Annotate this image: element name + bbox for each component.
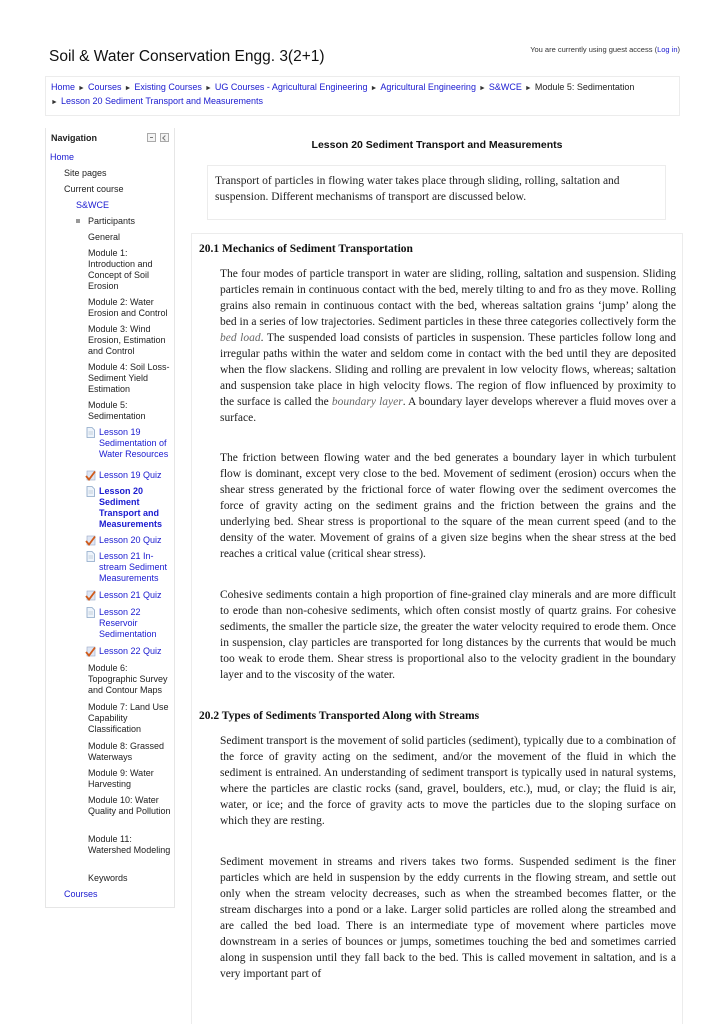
page-icon — [85, 427, 96, 438]
paragraph: Sediment transport is the movement of solid particles (sediment), typically due to a combination of the force of gravity acting on the sediment, and/or the movement of the fluid in which the sediment is entrained. An understanding of sediment transport is typically used in natural systems, where the particles are clastic rocks (sand, gravel, boulders, etc.), mud, or clay; the fluid is air, water, or ice; and the force of gravity acts to move the particles due to the sloping surface on which they are resting. — [220, 735, 676, 827]
page-icon — [85, 486, 96, 497]
breadcrumb-separator: ► — [51, 99, 58, 106]
nav-item-lesson-20[interactable] — [99, 486, 175, 530]
login-info — [530, 45, 680, 54]
breadcrumb-home[interactable]: Home — [51, 82, 76, 92]
nav-item-label: Lesson 20 Sediment Transport and Measurements — [99, 486, 163, 529]
nav-item-module-7[interactable]: Module 7: Land Use Capability Classification — [88, 702, 169, 734]
dock-icon[interactable] — [160, 133, 169, 142]
paragraph-text: . A boundary layer develops wherever a fluid moves over a surface. — [220, 396, 677, 424]
nav-item-label: Lesson 22 Reservoir Sedimentation — [99, 607, 157, 639]
nav-item-module-10[interactable]: Module 10: Water Quality and Pollution — [88, 795, 171, 816]
bullet-icon — [76, 219, 80, 223]
nav-item-module-2[interactable]: Module 2: Water Erosion and Control — [88, 297, 168, 318]
nav-item-general[interactable]: General — [88, 232, 121, 242]
nav-item-label: Lesson 21 Quiz — [99, 590, 162, 600]
lesson-intro: Transport of particles in flowing water takes place through sliding, rolling, saltation and suspension. Different mechanisms of transport are discussed below. — [207, 165, 666, 220]
nav-item-label: Lesson 22 Quiz — [99, 646, 162, 656]
paragraph-text: . The suspended load consists of particles in suspension. These particles follow long and irregular paths within the water and seldom come in contact with the bed until they are deposited when the flow slackens. Sliding and rolling are prevalent in low velocity flows, whereas; saltation and suspension take place in high velocity flows. The region of flow influenced by proximity to the surface is called the — [220, 332, 676, 408]
navigation-title: Navigation — [51, 133, 98, 143]
breadcrumb-separator: ► — [370, 85, 378, 92]
nav-item-module-6[interactable]: Module 6: Topographic Survey and Contour Maps — [88, 663, 168, 695]
breadcrumb-module-5: Module 5: Sedimentation — [534, 82, 635, 92]
nav-item-module-1[interactable]: Module 1: Introduction and Concept of Soil Erosion — [88, 248, 153, 291]
nav-item-lesson-19-quiz[interactable] — [99, 470, 175, 481]
nav-item-module-4[interactable]: Module 4: Soil Loss- Sediment Yield Estimation — [88, 362, 170, 394]
nav-item-label: Participants — [88, 216, 136, 226]
nav-item-lesson-22-quiz[interactable] — [99, 646, 175, 657]
nav-item-module-8[interactable]: Module 8: Grassed Waterways — [88, 741, 165, 762]
login-suffix: ) — [677, 45, 680, 54]
page-icon — [85, 607, 96, 618]
minus-icon[interactable] — [147, 133, 156, 142]
navigation-block — [45, 128, 175, 908]
navigation-header — [46, 128, 174, 150]
quiz-icon — [85, 470, 96, 481]
term-bed-load: bed load — [220, 332, 261, 344]
page-icon — [85, 551, 96, 562]
paragraph — [220, 266, 676, 426]
breadcrumb-lesson-20[interactable]: Lesson 20 Sediment Transport and Measurements — [60, 96, 264, 106]
paragraph: Sediment movement in streams and rivers takes two forms. Suspended sediment is the finer particles which are held in suspension by the eddy currents in the flowing stream, and settle out only when the stream velocity decreases, such as when the streambed becomes flatter, or the stream discharges into a pond or a lake. Larger solid particles are rolled along the streambed and are called the bed load. There is an intermediate type of movement where particles move downstream in a series of bounces or jumps, sometimes touching the bed and sometimes carried along in suspension until they fall back to the bed. This is called movement in saltation, and is a very important part of — [220, 856, 676, 980]
nav-item-label: Lesson 19 Sedimentation of Water Resources — [99, 427, 169, 459]
nav-item-label: Lesson 20 Quiz — [99, 535, 162, 545]
login-link[interactable]: Log in — [657, 45, 678, 54]
paragraph: Cohesive sediments contain a high proportion of fine-grained clay minerals and are more difficult to erode than non-cohesive sediments, which often consist mostly of quartz grains. For cohesive sediments, the smaller the particle size, the greater the water velocity required to erode them. Once in suspension, clay particles are transported for long distances by the currents that would be much too weak to erode them. Shear stress is proportional also to the velocity gradient in the boundary layer and to the viscosity of the water. — [220, 589, 676, 681]
quiz-icon — [85, 535, 96, 546]
nav-item-lesson-20-quiz[interactable] — [99, 535, 175, 546]
breadcrumb-swce[interactable]: S&WCE — [488, 82, 522, 92]
section-heading: 20.2 Types of Sediments Transported Along with Streams — [199, 710, 480, 722]
section-heading: 20.1 Mechanics of Sediment Transportation — [199, 243, 413, 255]
quiz-icon — [85, 590, 96, 601]
nav-item-module-11[interactable]: Module 11: Watershed Modeling — [88, 834, 171, 855]
breadcrumb-agricultural-engineering[interactable]: Agricultural Engineering — [380, 82, 476, 92]
nav-item-label: Lesson 19 Quiz — [99, 470, 162, 480]
paragraph-text: The four modes of particle transport in water are sliding, rolling, saltation and suspension. Sliding particles remain in continuous contact with the bed, merely tilting to and fro as they move. Rolling grains also remain in continuous contact with the bed, whereas saltation grains ‘jump’ along the bed in a series of low trajectories. Sediment particles in these three categories collectively form the — [220, 268, 676, 328]
nav-item-courses[interactable]: Courses — [64, 889, 98, 899]
breadcrumb-separator: ► — [78, 85, 85, 92]
quiz-icon — [85, 646, 96, 657]
nav-item-label: Lesson 21 In-stream Sediment Measurements — [99, 551, 168, 583]
term-boundary-layer: boundary layer — [331, 396, 403, 408]
nav-item-home[interactable]: Home — [50, 152, 75, 162]
breadcrumb-separator: ► — [124, 85, 132, 92]
breadcrumb-separator: ► — [478, 85, 486, 92]
nav-item-lesson-21-quiz[interactable] — [99, 590, 175, 601]
paragraph: The friction between flowing water and the bed generates a boundary layer in which turbulent flow is dominant, except very close to the bed. Movement of sediment (erosion) occurs when the shear stress generated by the frictional force of water flowing over the sediment overcomes the force of gravity acting on the sediment grains and the friction between the grains and the underlying bed. Shear stress is proportional to the square of the mean current speed (and to the density of the water. Movement of grains of a given size begins when the shear stress at the bed reaches a critical value (critical shear stress). — [220, 452, 676, 560]
breadcrumb-existing-courses[interactable]: Existing Courses — [134, 82, 202, 92]
breadcrumb-ug-courses[interactable]: UG Courses - Agricultural Engineering — [214, 82, 368, 92]
breadcrumb-separator: ► — [524, 85, 532, 92]
nav-item-current-course[interactable]: Current course — [64, 184, 124, 194]
nav-item-module-3[interactable]: Module 3: Wind Erosion, Estimation and Control — [88, 324, 166, 356]
breadcrumb-separator: ► — [204, 85, 212, 92]
lesson-title: Lesson 20 Sediment Transport and Measurements — [311, 139, 563, 151]
nav-item-lesson-22[interactable] — [99, 607, 175, 640]
nav-item-participants[interactable] — [88, 216, 174, 227]
breadcrumb-courses[interactable]: Courses — [87, 82, 122, 92]
nav-item-module-5[interactable]: Module 5: Sedimentation — [88, 400, 146, 421]
nav-item-module-9[interactable]: Module 9: Water Harvesting — [88, 768, 154, 789]
page-title: Soil & Water Conservation Engg. 3(2+1) — [49, 48, 325, 65]
nav-item-keywords[interactable]: Keywords — [88, 873, 128, 883]
login-prefix: You are currently using guest access ( — [530, 45, 658, 54]
lesson-content — [191, 233, 683, 1024]
nav-item-site-pages[interactable]: Site pages — [64, 168, 107, 178]
nav-item-lesson-21[interactable] — [99, 551, 175, 584]
breadcrumb — [45, 76, 680, 116]
nav-item-lesson-19[interactable] — [99, 427, 175, 460]
nav-item-swce[interactable]: S&WCE — [76, 200, 110, 210]
